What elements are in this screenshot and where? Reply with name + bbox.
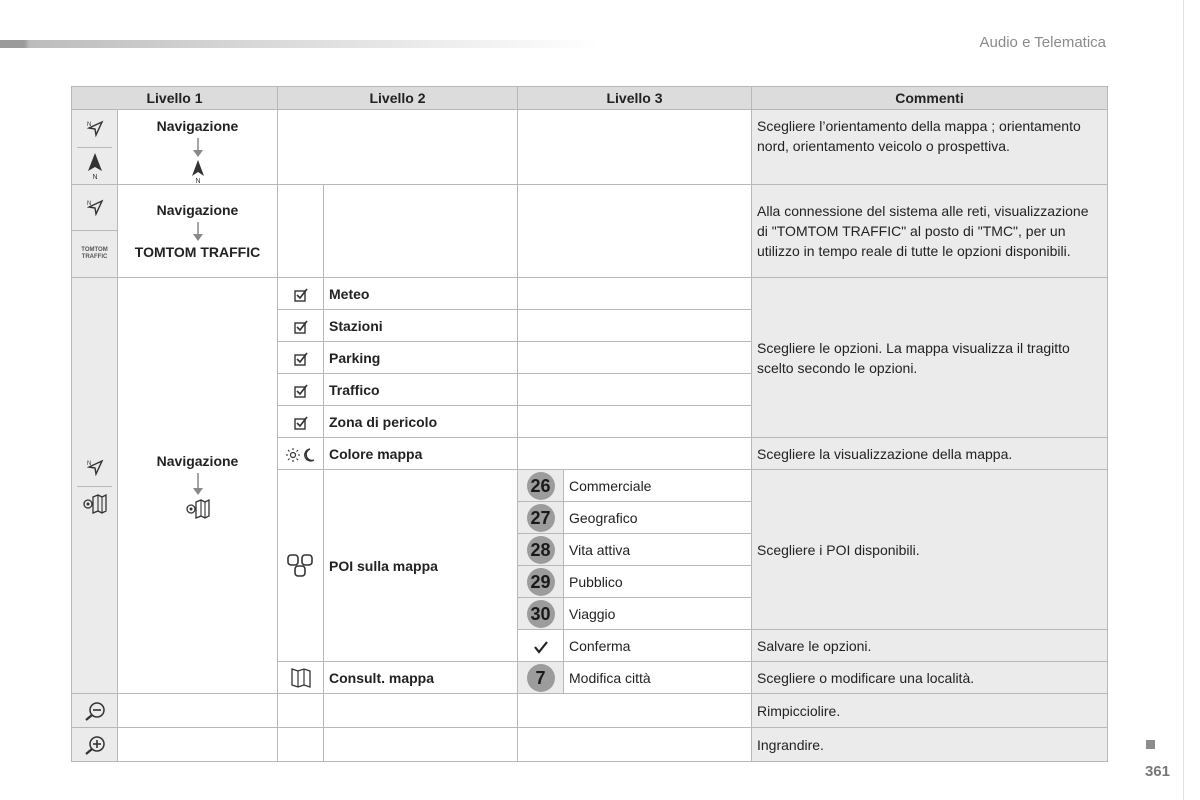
level1-cell xyxy=(118,185,278,278)
checkbox-icon-cell xyxy=(278,406,324,438)
day-night-icon xyxy=(286,447,316,463)
level1-cell xyxy=(118,110,278,185)
poi-icon-cell xyxy=(278,470,324,662)
arrow-down-icon xyxy=(192,222,204,242)
checkbox-icon-cell xyxy=(278,278,324,310)
column-header-livello-3: Livello 3 xyxy=(518,87,752,110)
checkbox-icon xyxy=(294,416,308,430)
level1-label: Navigazione xyxy=(156,453,239,470)
map-settings-icon xyxy=(185,498,211,520)
level1-label: Navigazione xyxy=(156,202,239,218)
svg-text:N: N xyxy=(86,460,91,467)
comment-cell: Salvare le opzioni. xyxy=(752,630,1108,662)
map-icon-cell xyxy=(278,662,324,694)
checkbox-icon xyxy=(294,288,308,302)
modifica-citta-label: Modifica città xyxy=(564,662,752,694)
number-badge: 7 xyxy=(527,664,555,692)
table-header-row xyxy=(72,87,1108,110)
icon-cell xyxy=(72,278,118,694)
poi-item: Vita attiva xyxy=(564,534,752,566)
svg-text:N: N xyxy=(86,121,91,128)
level1-cell xyxy=(118,728,278,762)
number-badge: 27 xyxy=(527,504,555,532)
poi-item: Pubblico xyxy=(564,566,752,598)
level2-icon-cell xyxy=(278,185,324,278)
table-row xyxy=(72,278,1108,310)
tomtom-traffic-label: TOMTOM TRAFFIC xyxy=(134,244,261,260)
number-cell xyxy=(518,662,564,694)
checkbox-icon xyxy=(294,320,308,334)
checkbox-icon-cell xyxy=(278,342,324,374)
zoom-in-icon xyxy=(83,735,107,755)
level3-cell xyxy=(518,342,752,374)
comment-cell: Scegliere la visualizzazione della mappa. xyxy=(752,438,1108,470)
poi-icon xyxy=(286,553,316,579)
svg-text:N: N xyxy=(86,200,91,207)
poi-item: Viaggio xyxy=(564,598,752,630)
column-header-livello-2: Livello 2 xyxy=(278,87,518,110)
tomtom-traffic-icon: TOMTOM TRAFFIC xyxy=(81,247,108,260)
level2-icon-cell xyxy=(278,728,324,762)
level2-cell xyxy=(324,694,518,728)
level3-cell xyxy=(518,310,752,342)
level2-cell xyxy=(278,110,518,185)
map-book-icon xyxy=(290,667,312,689)
level3-cell xyxy=(518,694,752,728)
option-item: Meteo xyxy=(324,278,518,310)
number-badge: 26 xyxy=(527,472,555,500)
number-cell xyxy=(518,566,564,598)
map-settings-icon xyxy=(82,493,108,515)
icon-cell xyxy=(72,185,118,278)
comment-cell: Ingrandire. xyxy=(752,728,1108,762)
table-row xyxy=(72,694,1108,728)
conferma-label: Conferma xyxy=(564,630,752,662)
option-item: Stazioni xyxy=(324,310,518,342)
comment-cell: Scegliere o modificare una località. xyxy=(752,662,1108,694)
poi-item: Geografico xyxy=(564,502,752,534)
icon-cell xyxy=(72,728,118,762)
level2-icon-cell xyxy=(278,694,324,728)
arrow-down-icon xyxy=(192,138,204,158)
table-row xyxy=(72,728,1108,762)
consult-mappa-label: Consult. mappa xyxy=(324,662,518,694)
level3-cell xyxy=(518,374,752,406)
option-item: Zona di pericolo xyxy=(324,406,518,438)
north-arrow-icon xyxy=(85,151,105,181)
page-number: 361 xyxy=(1144,763,1170,780)
colore-mappa-label: Colore mappa xyxy=(324,438,518,470)
page-marker xyxy=(1146,740,1155,749)
number-badge: 28 xyxy=(527,536,555,564)
level1-label: Navigazione xyxy=(156,118,239,134)
checkmark-icon xyxy=(534,640,548,654)
option-item: Parking xyxy=(324,342,518,374)
icon-cell xyxy=(72,110,118,185)
option-item: Traffico xyxy=(324,374,518,406)
number-cell xyxy=(518,598,564,630)
header-gradient-bar xyxy=(0,40,600,48)
level1-cell xyxy=(118,278,278,694)
poi-label: POI sulla mappa xyxy=(324,470,518,662)
section-title: Audio e Telematica xyxy=(979,34,1106,51)
comment-cell: Scegliere i POI disponibili. xyxy=(752,470,1108,630)
number-cell xyxy=(518,470,564,502)
level3-cell xyxy=(518,110,752,185)
day-night-icon-cell xyxy=(278,438,324,470)
icon-cell xyxy=(72,694,118,728)
navigation-arrow-icon xyxy=(85,119,105,139)
svg-text:N: N xyxy=(91,173,98,181)
number-badge: 29 xyxy=(527,568,555,596)
arrow-down-icon xyxy=(192,473,204,497)
checkbox-icon-cell xyxy=(278,374,324,406)
navigation-arrow-icon xyxy=(85,198,105,218)
table-row xyxy=(72,110,1108,185)
comment-cell: Scegliere le opzioni. La mappa visualizza il tragitto scelto secondo le opzioni. xyxy=(752,278,1108,438)
comment-cell: Scegliere l’orientamento della mappa ; orientamento nord, orientamento veicolo o prospettiva. xyxy=(752,110,1108,185)
comment-cell: Rimpicciolire. xyxy=(752,694,1108,728)
level3-cell xyxy=(518,406,752,438)
zoom-out-icon xyxy=(83,701,107,721)
navigation-arrow-icon xyxy=(85,458,105,478)
column-header-commenti: Commenti xyxy=(752,87,1108,110)
level1-cell xyxy=(118,694,278,728)
checkbox-icon xyxy=(294,352,308,366)
checkmark-cell xyxy=(518,630,564,662)
table-row xyxy=(72,185,1108,278)
level3-cell xyxy=(518,185,752,278)
number-cell xyxy=(518,502,564,534)
checkbox-icon-cell xyxy=(278,310,324,342)
number-badge: 30 xyxy=(527,600,555,628)
level2-cell xyxy=(324,185,518,278)
column-header-livello-1: Livello 1 xyxy=(72,87,278,110)
comment-cell: Alla connessione del sistema alle reti, visualizzazione di "TOMTOM TRAFFIC" al posto di "TMC", per un utilizzo in tempo reale di tutte le opzioni disponibili. xyxy=(752,185,1108,278)
svg-text:N: N xyxy=(194,178,201,184)
north-arrow-icon xyxy=(190,158,206,184)
poi-item: Commerciale xyxy=(564,470,752,502)
menu-table xyxy=(71,86,1108,762)
checkbox-icon xyxy=(294,384,308,398)
number-cell xyxy=(518,534,564,566)
level3-cell xyxy=(518,438,752,470)
level3-cell xyxy=(518,278,752,310)
page-margin-line xyxy=(1183,0,1184,800)
level3-cell xyxy=(518,728,752,762)
level2-cell xyxy=(324,728,518,762)
